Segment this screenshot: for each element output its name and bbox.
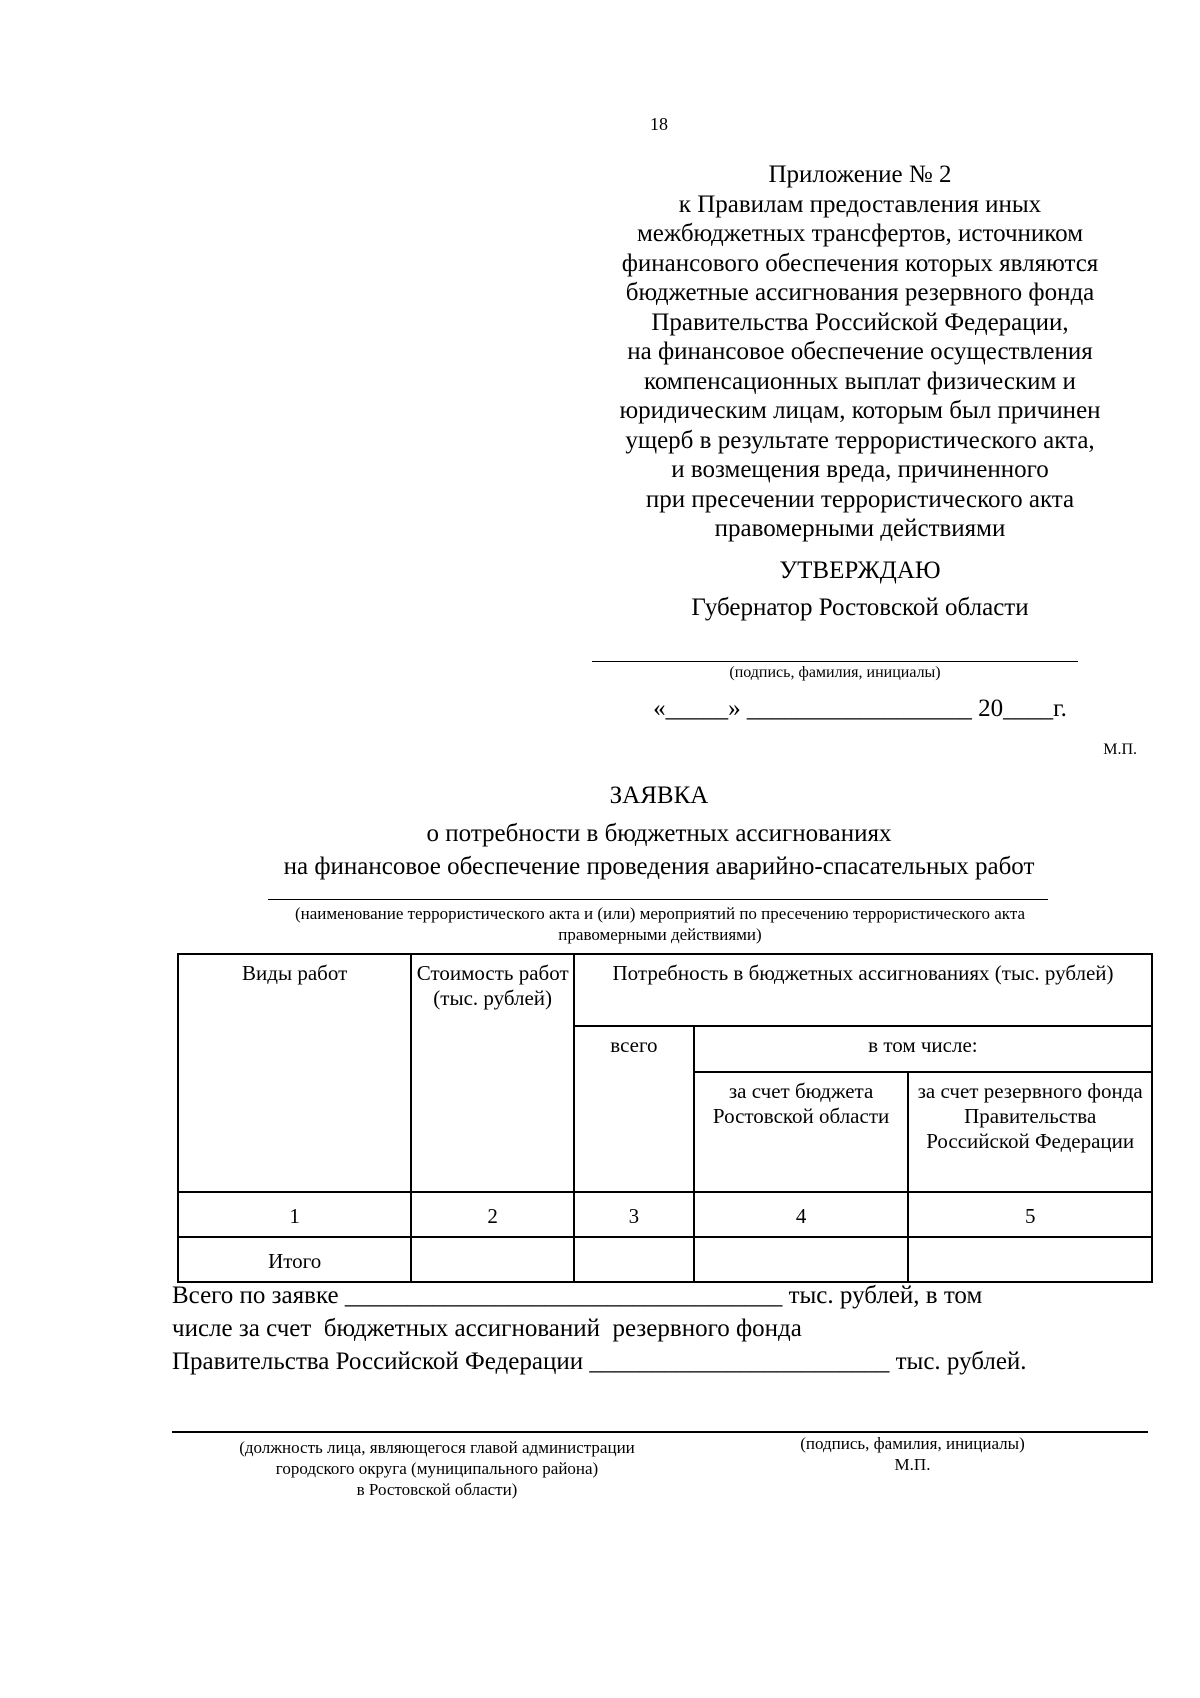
document-subtitle: о потребности в бюджетных ассигнованиях: [426, 820, 892, 847]
act-name-line: [268, 899, 1048, 900]
total-row-label: Итого: [178, 1237, 411, 1282]
appendix-line: правомерными действиями: [714, 515, 1006, 542]
header-work-types: Виды работ: [178, 954, 411, 1192]
position-caption: [172, 1437, 702, 1500]
total-all-cell[interactable]: [574, 1237, 694, 1282]
header-need: Потребность в бюджетных ассигнованиях (тыс. рублей): [574, 954, 1152, 1026]
appendix-line: финансового обеспечения которых являются: [621, 249, 1099, 277]
column-number: 3: [574, 1192, 694, 1237]
approval-official: Губернатор Ростовской области: [691, 594, 1029, 621]
summary-line: Правительства Российской Федерации ________________________ тыс. рублей.: [172, 1348, 1027, 1375]
request-table: [177, 953, 1153, 1283]
appendix-line: ущерб в результате террористического акта,: [625, 426, 1095, 454]
document-subtitle: на финансовое обеспечение проведения аварийно-спасательных работ: [283, 853, 1035, 880]
act-name-caption: [215, 903, 1105, 945]
appendix-line: и возмещения вреда, причиненного: [671, 456, 1049, 483]
summary-line: числе за счет бюджетных ассигнований резервного фонда: [172, 1315, 802, 1342]
column-number: 2: [411, 1192, 574, 1237]
act-caption-line: (наименование террористического акта и (или) мероприятий по пресечению террористического акта: [294, 904, 1026, 923]
header-cost: Стоимость работ (тыс. рублей): [411, 954, 574, 1192]
act-caption-line: правомерными действиями): [558, 925, 762, 944]
header-regional-budget: за счет бюджета Ростовской области: [694, 1072, 909, 1192]
appendix-line: Приложение № 2: [768, 161, 952, 188]
appendix-line: компенсационных выплат физическим и: [644, 367, 1076, 395]
seal-mark: М.П.: [894, 1455, 931, 1474]
total-cost-cell[interactable]: [411, 1237, 574, 1282]
position-caption-line: городского округа (муниципального района): [275, 1459, 599, 1478]
approval-date-line: «_____» __________________ 20____г.: [653, 695, 1067, 722]
appendix-line: на финансовое обеспечение осуществления: [627, 338, 1093, 365]
approval-title: УТВЕРЖДАЮ: [779, 557, 941, 584]
summary-line: Всего по заявке ___________________________________ тыс. рублей, в том: [172, 1282, 983, 1309]
table-row-total: [178, 1237, 1152, 1282]
appendix-header: [580, 160, 1140, 544]
total-reserve-cell[interactable]: [908, 1237, 1152, 1282]
column-number: 4: [694, 1192, 909, 1237]
page-number: 18: [650, 114, 668, 134]
appendix-line: юридическим лицам, которым был причинен: [619, 397, 1101, 424]
table-header-row: [178, 954, 1152, 1026]
seal-mark: М.П.: [1103, 741, 1137, 758]
position-caption-line: в Ростовской области): [356, 1480, 518, 1499]
document-title: ЗАЯВКА: [609, 782, 709, 809]
appendix-line: бюджетные ассигнования резервного фонда: [625, 279, 1095, 306]
header-reserve-fund: за счет резервного фонда Правительства Российской Федерации: [908, 1072, 1152, 1192]
total-regional-cell[interactable]: [694, 1237, 909, 1282]
table-row-numbers: [178, 1192, 1152, 1237]
column-number: 5: [908, 1192, 1152, 1237]
signature-caption: (подпись, фамилия, инициалы): [729, 664, 941, 681]
appendix-line: межбюджетных трансфертов, источником: [636, 220, 1084, 247]
column-number: 1: [178, 1192, 411, 1237]
footer-signature-caption: [735, 1433, 1090, 1475]
signature-caption-text: (подпись, фамилия, инициалы): [800, 1434, 1025, 1453]
signature-line: [592, 661, 1078, 662]
position-caption-line: (должность лица, являющегося главой администрации: [239, 1438, 635, 1457]
appendix-line: Правительства Российской Федерации,: [651, 308, 1069, 336]
header-including: в том числе:: [694, 1026, 1152, 1072]
appendix-line: при пресечении террористического акта: [645, 485, 1075, 513]
header-total: всего: [574, 1026, 694, 1192]
appendix-line: к Правилам предоставления иных: [678, 190, 1042, 218]
